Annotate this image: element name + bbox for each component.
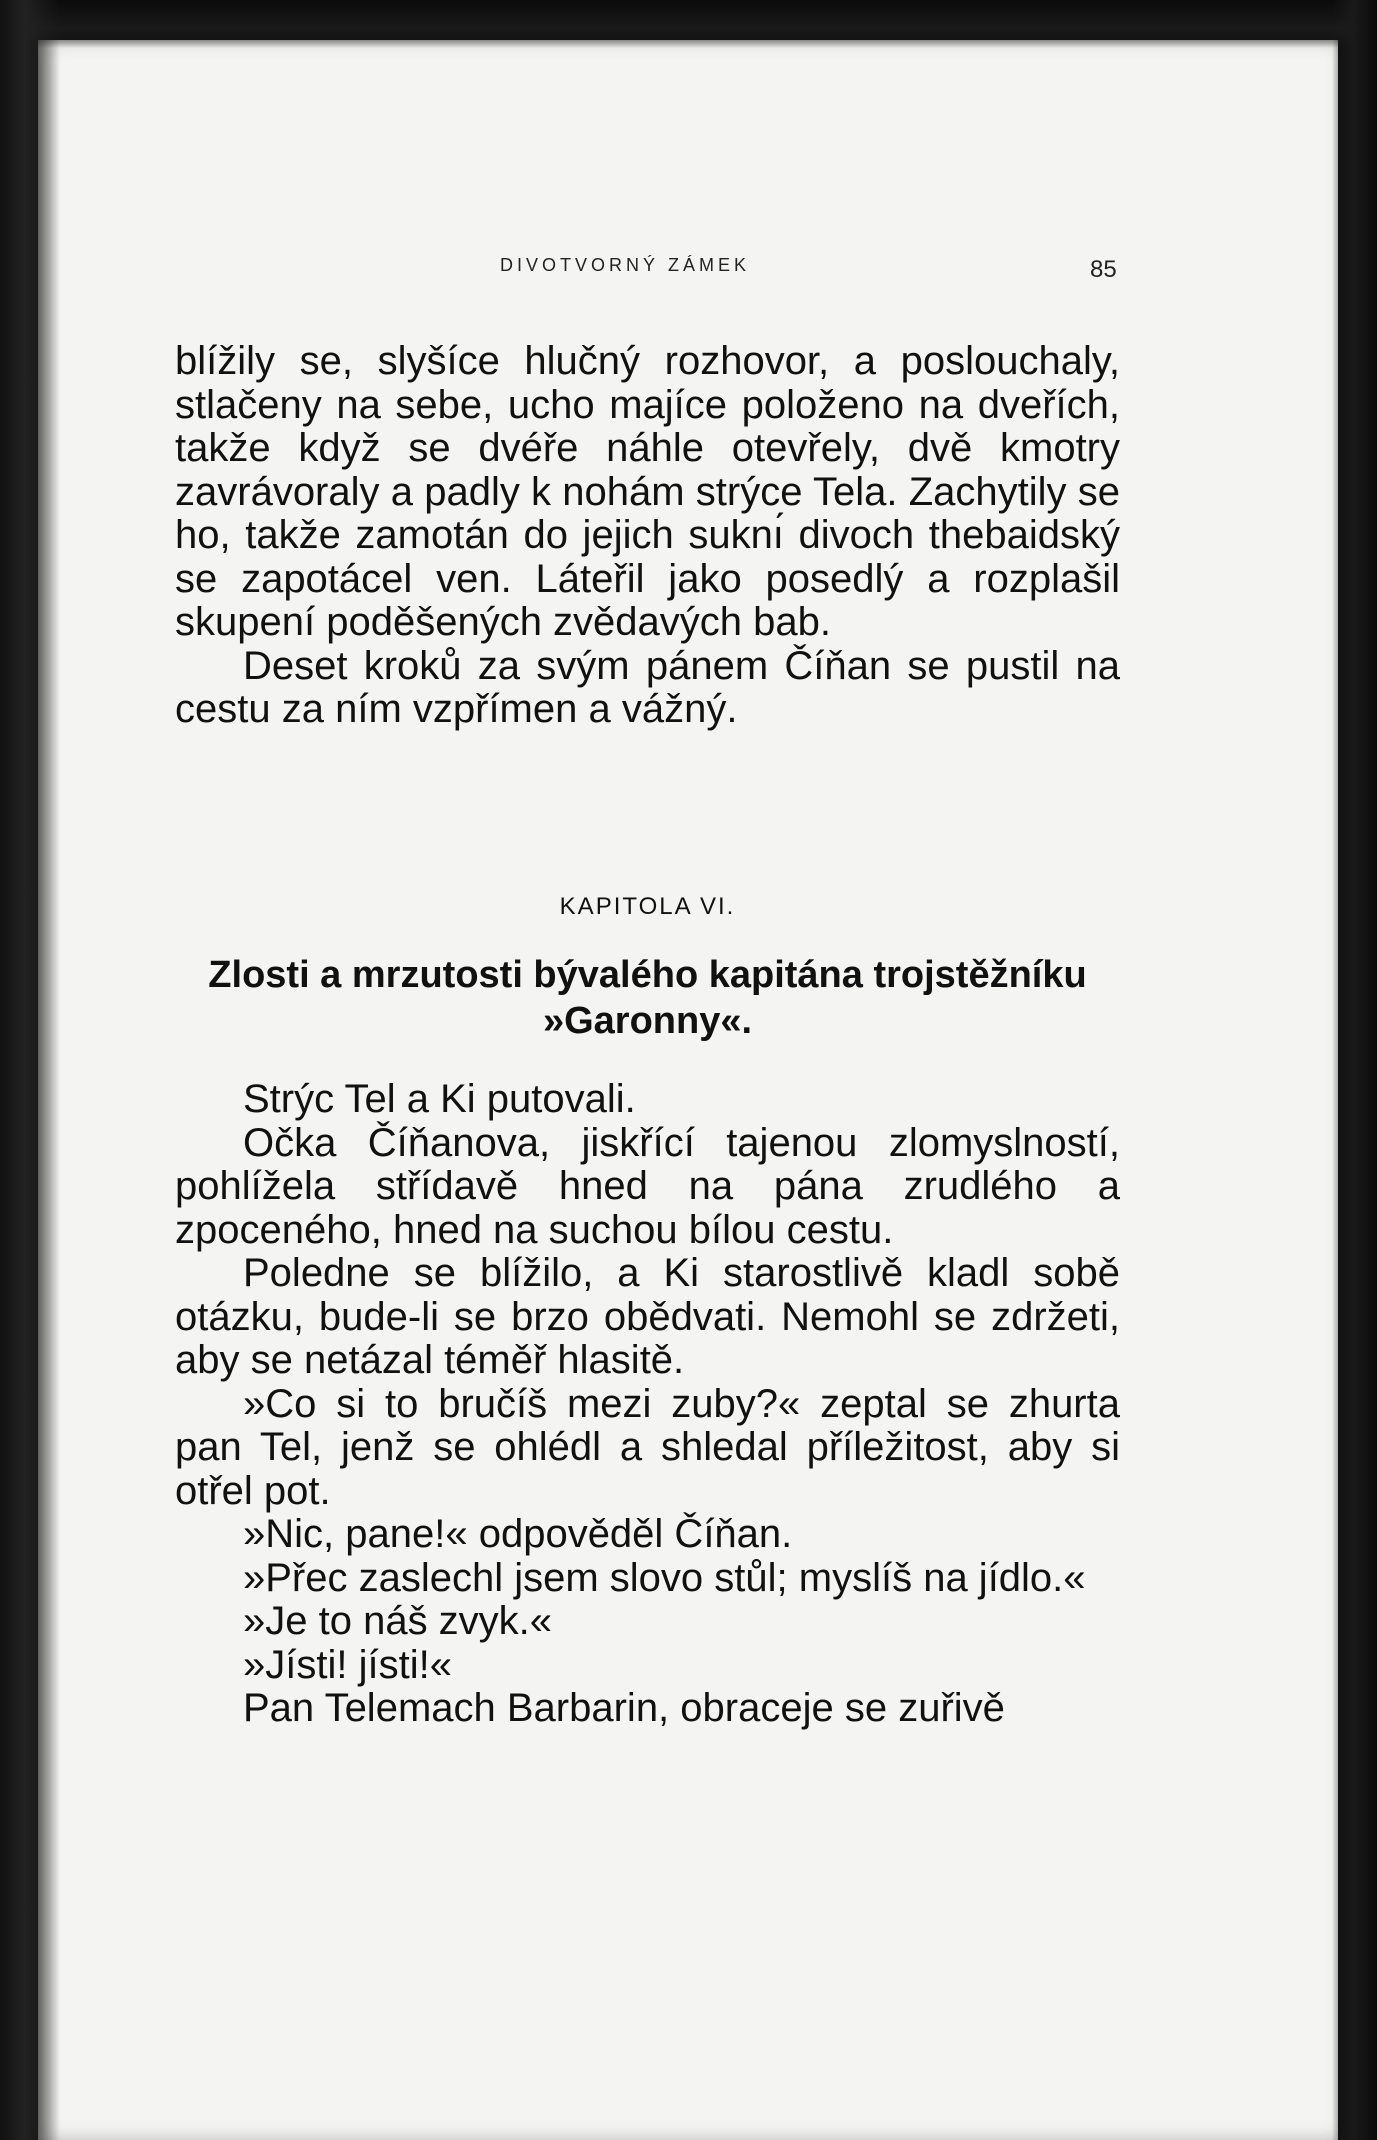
paragraph: Poledne se blížilo, a Ki starostlivě kladl sobě otázku, bude-li se brzo obědvati. Nemohl se zdržeti, aby se netázal téměř hlasitě. — [175, 1251, 1120, 1382]
paragraph: Očka Číňanova, jiskřící tajenou zlomyslností, pohlížela střídavě hned na pána zrudlého a zpoceného, hned na suchou bílou cestu. — [175, 1120, 1120, 1252]
chapter-title: Zlosti a mrzutosti bývalého kapitána trojstěžníku »Garonny«. — [208, 954, 1087, 1042]
paragraph: Deset kroků za svým pánem Číňan se pustil na cestu za ním vzpřímen a vážný. — [175, 643, 1120, 731]
scan-edge-right — [1332, 0, 1377, 2140]
paragraph: »Nic, pane!« odpověděl Číňan. — [243, 1512, 793, 1556]
paragraphs-after-chapter — [175, 1078, 1120, 1731]
paragraph: blížily se, slyšíce hlučný rozhovor, a poslouchaly, stlačeny na sebe, ucho majíce položeno na dveřích, takže když se dvéře náhle otevřely, dvě kmotry zavrávoraly a padly k nohám strýce Tela. Zachytily se ho, takže zamotán do jejich suknı́ divoch thebaidský se zapotácel ven. Láteřil jako posedlý a rozplašil skupení poděšených zvědavých bab. — [175, 339, 1120, 644]
chapter-label: KAPITOLA VI. — [559, 893, 736, 920]
scan-edge-left — [0, 0, 60, 2140]
paragraph: Pan Telemach Barbarin, obraceje se zuřivě — [243, 1686, 1005, 1730]
scan-edge-top — [0, 0, 1377, 48]
paragraph: »Je to náš zvyk.« — [243, 1599, 553, 1643]
paragraph: »Jísti! jísti!« — [243, 1642, 452, 1687]
running-head: DIVOTVORNÝ ZÁMEK — [500, 255, 751, 275]
paragraphs-before-chapter — [175, 340, 1120, 732]
page-number: 85 — [1090, 256, 1117, 283]
paragraph: »Co si to bručíš mezi zuby?« zeptal se zhurta pan Tel, jenž se ohlédl a shledal příležitost, aby si otřel pot. — [175, 1381, 1120, 1513]
paragraph: »Přec zaslechl jsem slovo stůl; myslíš na jídlo.« — [243, 1555, 1086, 1600]
paragraph: Strýc Tel a Ki putovali. — [243, 1077, 636, 1121]
